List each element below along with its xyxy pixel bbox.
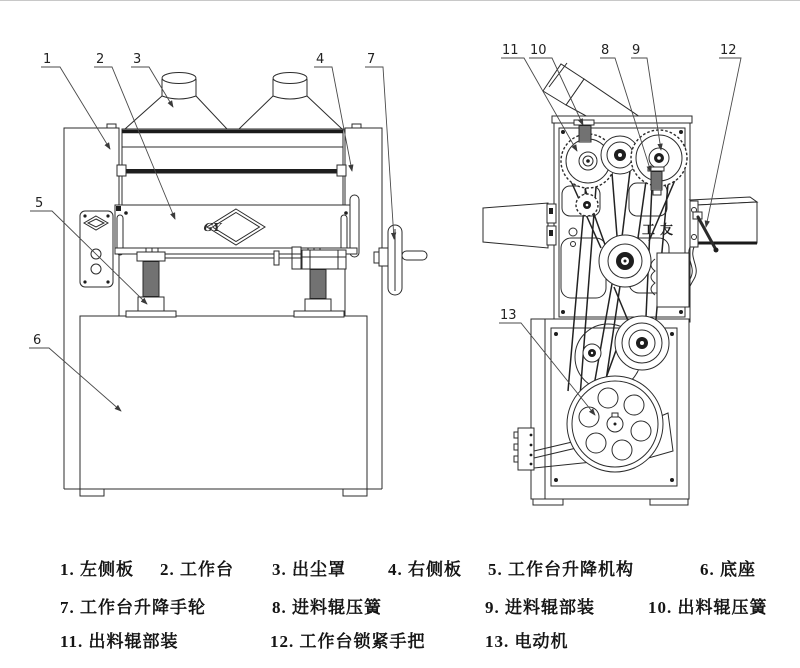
callout-10-label: 10 — [530, 43, 547, 58]
legend-item-9: 9. 进料辊部装 — [485, 598, 595, 617]
switch-box[interactable] — [514, 428, 534, 470]
legend-item-1: 1. 左侧板 — [60, 560, 134, 579]
callout-2-label: 2 — [96, 52, 105, 67]
callout-13-label: 13 — [500, 308, 517, 323]
callout-1-label: 1 — [43, 52, 52, 67]
control-panel-left — [80, 211, 113, 287]
dust-hood-left — [125, 73, 227, 130]
callout-3-label: 3 — [133, 52, 142, 67]
foot-left — [80, 489, 104, 496]
lift-screw-left — [126, 252, 176, 317]
callout-12-label: 12 — [720, 43, 737, 58]
legend-item-2: 2. 工作台 — [160, 560, 234, 579]
handwheel-handle[interactable] — [402, 251, 427, 260]
callout-6-label: 6 — [33, 333, 42, 348]
callout-11-label: 11 — [502, 43, 519, 58]
callout-5-label: 5 — [35, 196, 44, 211]
infeed-table-left — [483, 203, 556, 248]
callout-8-label: 8 — [601, 43, 610, 58]
motor-pulley — [567, 376, 663, 472]
machine-body — [64, 124, 382, 496]
outfeed-table-right — [686, 197, 757, 307]
foot-right — [343, 489, 367, 496]
callout-9-label: 9 — [632, 43, 641, 58]
callout-7-label: 7 — [367, 52, 376, 67]
legend-item-10: 10. 出料辊压簧 — [648, 598, 768, 617]
callout-4-label: 4 — [316, 52, 325, 67]
dust-hood-right — [239, 73, 342, 130]
legend-item-4: 4. 右侧板 — [388, 560, 462, 579]
legend-item-8: 8. 进料辊压簧 — [272, 598, 382, 617]
legend-item-13: 13. 电动机 — [485, 632, 569, 651]
front-view — [29, 52, 427, 496]
brand-text: 工友 — [642, 222, 679, 237]
intermediate-pulley — [615, 316, 669, 370]
base — [80, 316, 367, 489]
legend-item-5: 5. 工作台升降机构 — [488, 560, 634, 579]
machine-diagram — [0, 1, 800, 546]
legend-item-12: 12. 工作台锁紧手把 — [270, 632, 426, 651]
center-drive-pulley — [599, 235, 651, 287]
side-view — [483, 43, 757, 505]
electrical-box — [651, 253, 689, 307]
logo-text: GY — [202, 221, 222, 234]
legend-item-6: 6. 底座 — [700, 560, 756, 579]
legend-item-11: 11. 出料辊部装 — [60, 632, 179, 651]
legend-item-3: 3. 出尘罩 — [272, 560, 346, 579]
foot-right — [650, 499, 688, 505]
legend-item-7: 7. 工作台升降手轮 — [60, 598, 206, 617]
foot-left — [533, 499, 563, 505]
